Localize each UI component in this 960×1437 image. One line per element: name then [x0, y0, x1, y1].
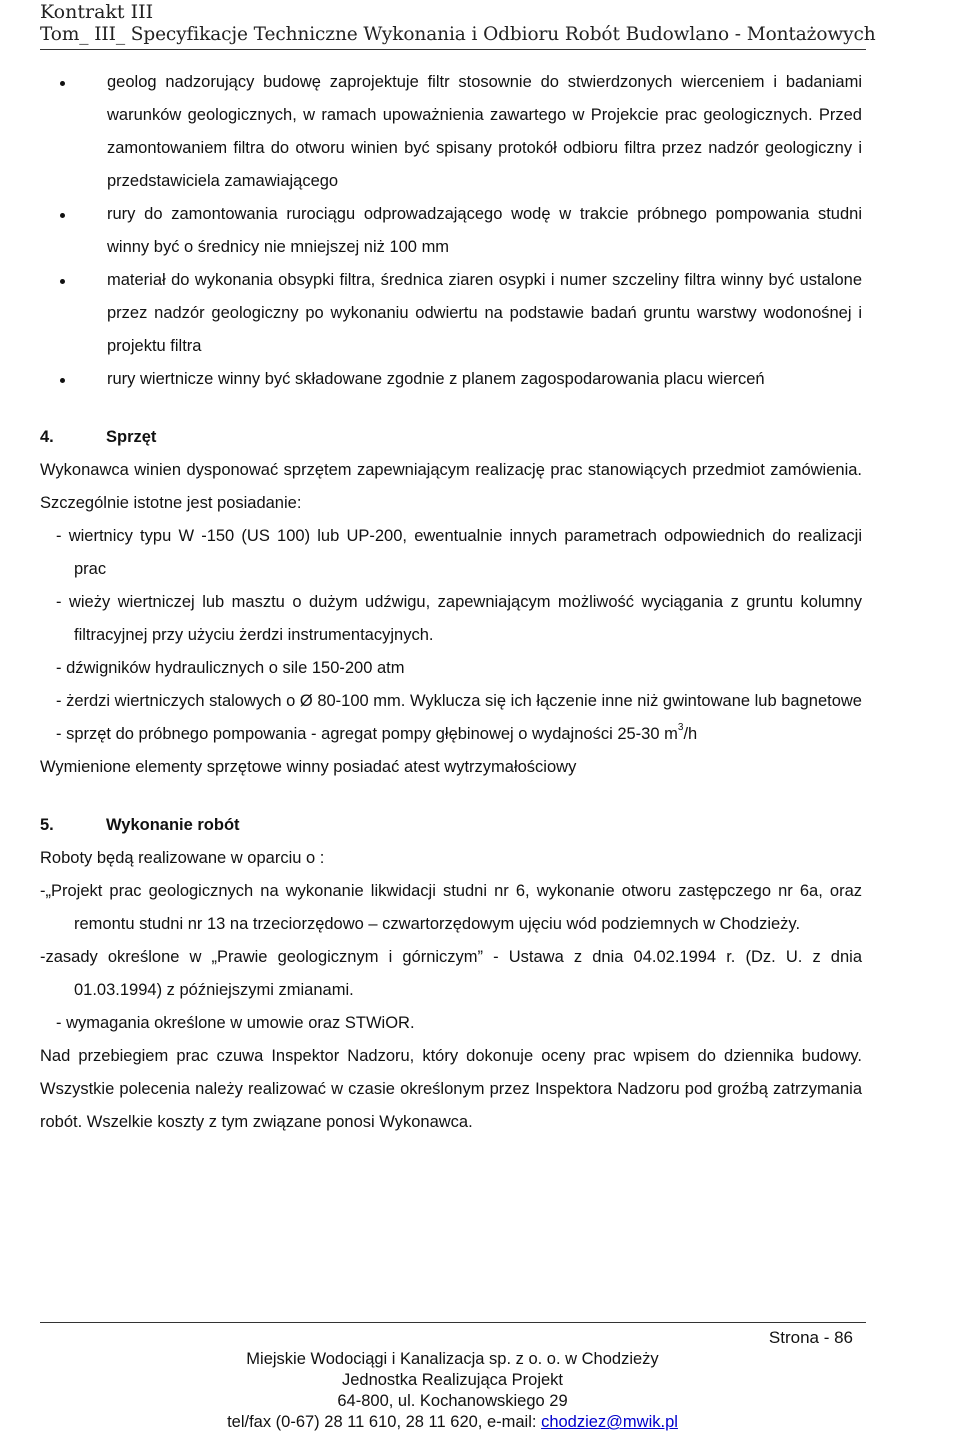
header-divider	[40, 49, 866, 50]
section-5-closing: Nad przebiegiem prac czuwa Inspektor Nadzoru, który dokonuje oceny prac wpisem do dziennika budowy. Wszystkie polecenia należy realizować w czasie określonym przez Inspektora Nadzoru pod groźbą zatrzymania robót. Wszelkie koszty z tym związane ponosi Wykonawca.	[40, 1047, 862, 1131]
email-link[interactable]: chodziez@mwik.pl	[541, 1413, 678, 1431]
section-4-closing: Wymienione elementy sprzętowe winny posiadać atest wytrzymałościowy	[40, 758, 577, 776]
footer-contact: tel/fax (0-67) 28 11 610, 28 11 620, e-mail: chodziez@mwik.pl	[227, 1413, 678, 1431]
equipment-item: - żerdzi wiertniczych stalowych o Ø 80-100 mm. Wyklucza się ich łączenie inne niż gwintowane lub bagnetowe	[56, 692, 862, 710]
bullet-icon	[60, 378, 65, 383]
bullet-icon	[60, 279, 65, 284]
footer-company: Miejskie Wodociągi i Kanalizacja sp. z o. o. w Chodzieży	[246, 1350, 659, 1368]
footer-divider	[40, 1322, 866, 1323]
contract-title: Kontrakt III	[40, 1, 154, 23]
document-footer	[0, 1349, 905, 1433]
equipment-item: - sprzęt do próbnego pompowania - agregat pompy głębinowej o wydajności 25-30 $m^3/h$	[56, 721, 698, 743]
section-number: 5.	[40, 816, 54, 834]
basis-item: - wymagania określone w umowie oraz STWiOR.	[56, 1014, 415, 1032]
list-item: materiał do wykonania obsypki filtra, średnica ziaren osypki i numer szczeliny filtra winny być ustalone przez nadzór geologiczny po wykonaniu odwiertu na podstawie badań gruntu warstwy wodonośnej i projektu filtra	[40, 264, 862, 363]
basis-item: -„Projekt prac geologicznych na wykonanie likwidacji studni nr 6, wykonanie otworu zastępczego nr 6a, oraz remontu studni nr 13 na trzeciorzędowo – czwartorzędowym ujęciu wód podziemnych w Chodzieży.	[40, 882, 862, 933]
bullet-icon	[60, 81, 65, 86]
section-4-heading	[40, 421, 862, 454]
page-number: Strona - 86	[768, 1328, 853, 1347]
section-4-intro: Wykonawca winien dysponować sprzętem zapewniającym realizację prac stanowiących przedmiot zamówienia. Szczególnie istotne jest posiadanie:	[40, 461, 862, 512]
equipment-item: - wieży wiertniczej lub masztu o dużym udźwigu, zapewniającym możliwość wyciągania z gruntu kolumny filtracyjnej przy użyciu żerdzi instrumentacyjnych.	[56, 593, 862, 644]
section-number: 4.	[40, 428, 54, 446]
footer-address: 64-800, ul. Kochanowskiego 29	[337, 1392, 568, 1410]
page-content	[40, 66, 862, 1139]
section-5-heading	[40, 809, 862, 842]
section-title: Wykonanie robót	[106, 816, 240, 834]
section-title: Sprzęt	[106, 428, 157, 446]
basis-item: -zasady określone w „Prawie geologicznym i górniczym” - Ustawa z dnia 04.02.1994 r. (Dz. U. z dnia 01.03.1994) z późniejszymi zmianami.	[40, 948, 862, 999]
footer-unit: Jednostka Realizująca Projekt	[341, 1371, 564, 1389]
equipment-item: - wiertnicy typu W -150 (US 100) lub UP-200, ewentualnie innych parametrach odpowiednich do realizacji prac	[56, 527, 862, 578]
bullet-icon	[60, 213, 65, 218]
volume-title: Tom_ III_ Specyfikacje Techniczne Wykonania i Odbioru Robót Budowlano - Montażowych	[40, 24, 876, 45]
equipment-item: - dźwigników hydraulicznych o sile 150-200 atm	[56, 659, 405, 677]
list-item: geolog nadzorujący budowę zaprojektuje filtr stosownie do stwierdzonych wierceniem i badaniami warunków geologicznych, w ramach upoważnienia zawartego w Projekcie prac geologicznych. Przed zamontowaniem filtra do otworu winien być spisany protokół odbioru filtra przez nadzór geologiczny i przedstawiciela zamawiającego	[40, 66, 862, 198]
section-5-intro: Roboty będą realizowane w oparciu o :	[40, 849, 325, 867]
list-item: rury wiertnicze winny być składowane zgodnie z planem zagospodarowania placu wierceń	[40, 363, 862, 396]
list-item: rury do zamontowania rurociągu odprowadzającego wodę w trakcie próbnego pompowania studni winny być o średnicy nie mniejszej niż 100 mm	[40, 198, 862, 264]
requirements-list	[40, 66, 862, 396]
